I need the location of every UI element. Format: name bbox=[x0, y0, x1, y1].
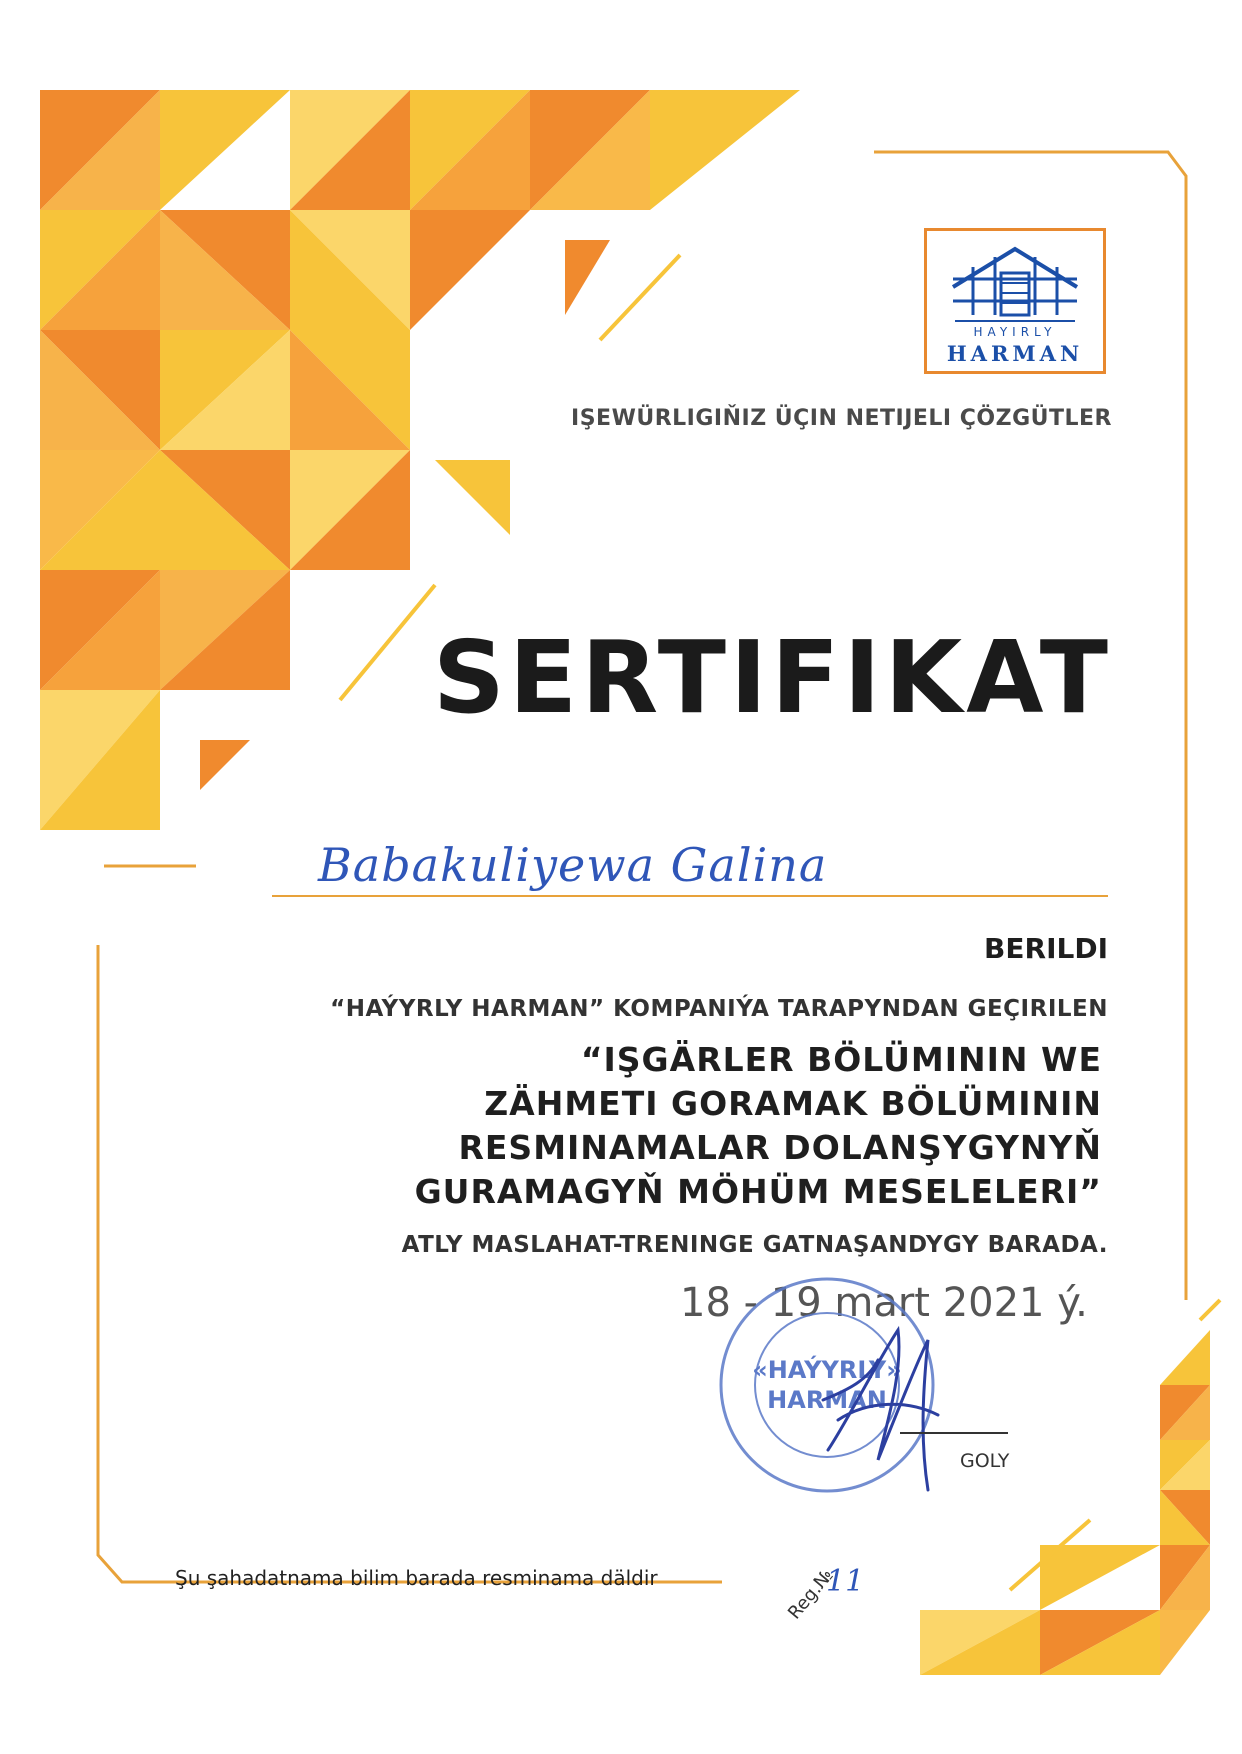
signature bbox=[808, 1300, 978, 1500]
stamp-center-2: HARMAN bbox=[767, 1386, 887, 1414]
course-line: ZÄHMETI GORAMAK BÖLÜMININ bbox=[484, 1084, 1102, 1123]
registration-label: Reg.№ bbox=[784, 1565, 838, 1624]
recipient-name: Babakuliyewa Galina bbox=[318, 838, 828, 892]
participation-line: ATLY MASLAHAT-TRENINGE GATNAŞANDYGY BARADA. bbox=[401, 1232, 1108, 1258]
head-label: GOLY bbox=[960, 1450, 1010, 1472]
tagline: IŞEWÜRLIGIŇIZ ÜÇIN NETIJELI ÇÖZGÜTLER bbox=[571, 406, 1112, 431]
house-icon bbox=[949, 243, 1081, 323]
stamp-center: «HAÝYRLY» bbox=[752, 1356, 902, 1384]
logo-subtitle: HAYIRLY bbox=[973, 325, 1057, 339]
course-title bbox=[415, 1038, 1102, 1214]
given-label: BERILDI bbox=[984, 932, 1108, 965]
footer-note: Şu şahadatnama bilim barada resminama däldir bbox=[175, 1566, 658, 1590]
name-underline bbox=[272, 895, 1108, 897]
course-line: RESMINAMALAR DOLANŞYGYNYŇ bbox=[458, 1128, 1102, 1167]
registration-number: 11 bbox=[826, 1564, 865, 1599]
course-line: “IŞGÄRLER BÖLÜMININ WE bbox=[580, 1040, 1102, 1079]
company-logo bbox=[924, 228, 1106, 374]
certificate-title: SERTIFIKAT bbox=[432, 619, 1112, 736]
issuer-line: “HAÝYRLY HARMAN” KOMPANIÝA TARAPYNDAN GEÇIRILEN bbox=[330, 996, 1108, 1022]
course-line: GURAMAGYŇ MÖHÜM MESELELERI” bbox=[414, 1172, 1102, 1211]
logo-name: HARMAN bbox=[946, 341, 1084, 366]
event-date: 18 - 19 mart 2021 ý. bbox=[680, 1280, 1088, 1326]
signature-line bbox=[900, 1432, 1008, 1434]
